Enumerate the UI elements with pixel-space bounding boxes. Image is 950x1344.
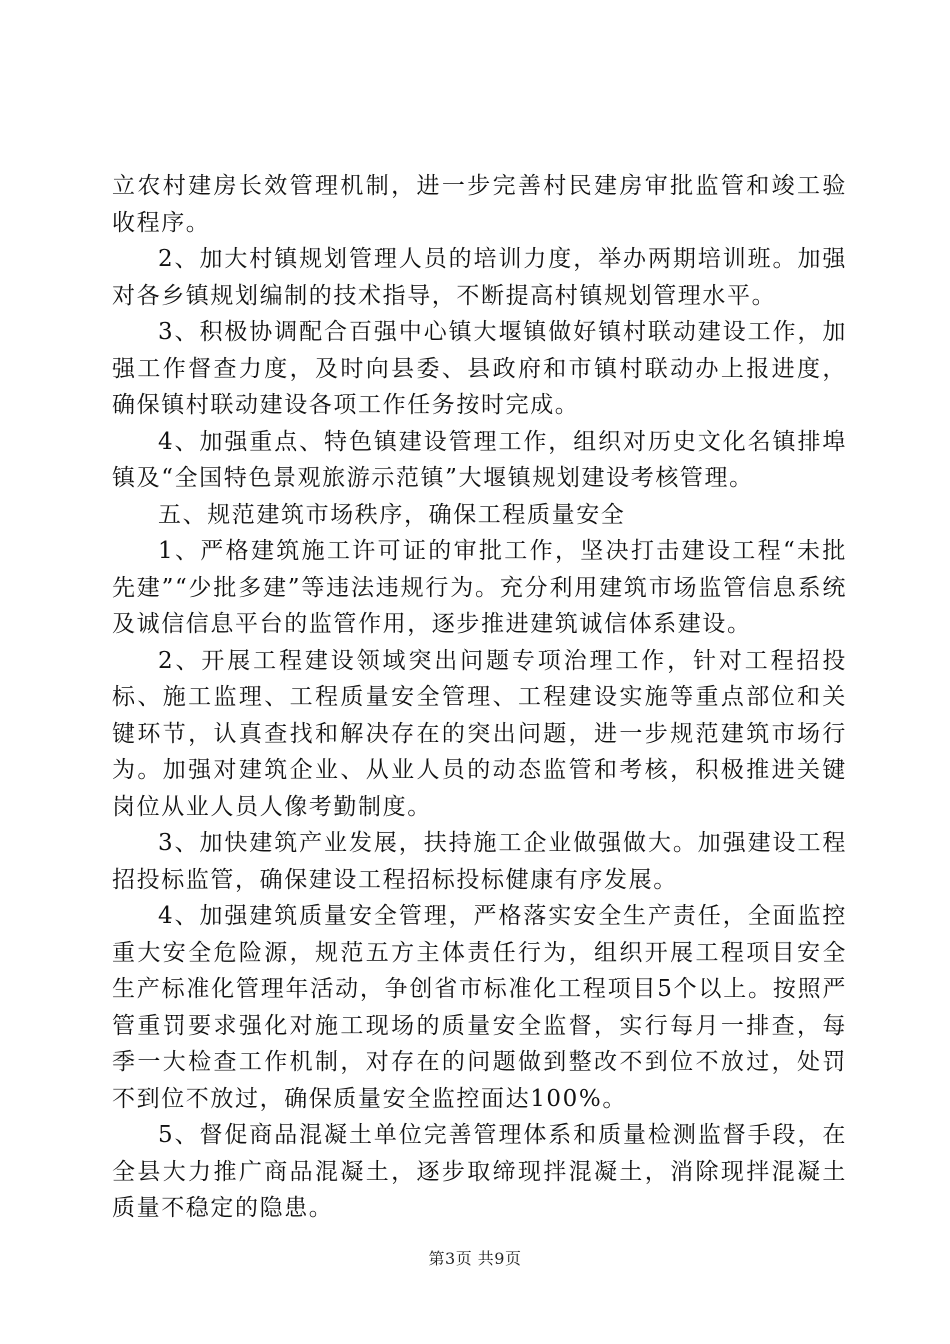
paragraph-item-5-concrete: 5、督促商品混凝土单位完善管理体系和质量检测监督手段，在全县大力推广商品混凝土，逐步取缔现拌混凝土，消除现拌混凝土质量不稳定的隐患。 [112,1122,847,1221]
document-body [112,168,847,1227]
paragraph-item-1-permits: 1、严格建筑施工许可证的审批工作，坚决打击建设工程“未批先建”“少批多建”等违法违规行为。充分利用建筑市场监管信息系统及诚信信息平台的监管作用，逐步推进建筑诚信体系建设。 [112,538,847,637]
paragraph-item-3-industry: 3、加快建筑产业发展，扶持施工企业做强做大。加强建设工程招投标监管，确保建设工程招标投标健康有序发展。 [112,830,847,893]
paragraph-item-3-coordination: 3、积极协调配合百强中心镇大堰镇做好镇村联动建设工作，加强工作督查力度，及时向县委、县政府和市镇村联动办上报进度，确保镇村联动建设各项工作任务按时完成。 [112,319,847,418]
paragraph-item-4-safety: 4、加强建筑质量安全管理，严格落实安全生产责任，全面监控重大安全危险源，规范五方主体责任行为，组织开展工程项目安全生产标准化管理年活动，争创省市标准化工程项目5个以上。按照严管重罚要求强化对施工现场的质量安全监督，实行每月一排查，每季一大检查工作机制，对存在的问题做到整改不到位不放过，处罚不到位不放过，确保质量安全监控面达100%。 [112,903,847,1112]
page-number-footer: 第3页 共9页 [428,1249,522,1268]
paragraph-continuation: 立农村建房长效管理机制，进一步完善村民建房审批监管和竣工验收程序。 [112,173,847,236]
section-heading-five: 五、规范建筑市场秩序，确保工程质量安全 [158,501,626,528]
paragraph-item-4-key-towns: 4、加强重点、特色镇建设管理工作，组织对历史文化名镇排埠镇及“全国特色景观旅游示范镇”大堰镇规划建设考核管理。 [112,428,847,491]
paragraph-item-2-governance: 2、开展工程建设领域突出问题专项治理工作，针对工程招投标、施工监理、工程质量安全管理、工程建设实施等重点部位和关键环节，认真查找和解决存在的突出问题，进一步规范建筑市场行为。加强对建筑企业、从业人员的动态监管和考核，积极推进关键岗位从业人员人像考勤制度。 [112,647,847,820]
paragraph-item-2-training: 2、加大村镇规划管理人员的培训力度，举办两期培训班。加强对各乡镇规划编制的技术指导，不断提高村镇规划管理水平。 [112,246,847,309]
